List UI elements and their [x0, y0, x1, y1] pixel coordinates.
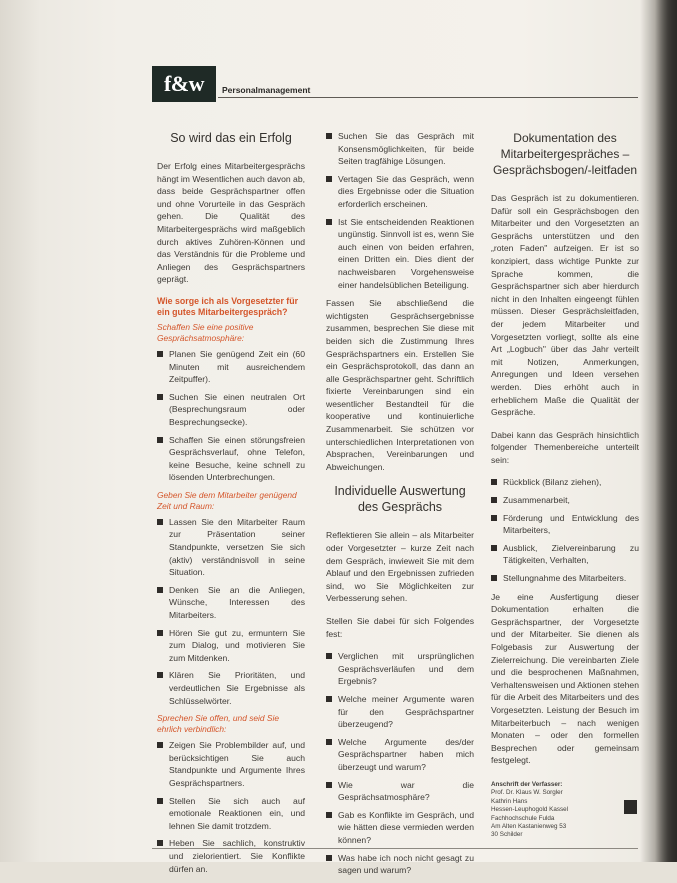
author-address-title: Anschrift der Verfasser:: [491, 780, 563, 788]
bullet-square-icon: [326, 219, 332, 225]
left-sub-heading-3: Sprechen Sie offen, und seid Sie ehrlich verbindlich:: [157, 713, 279, 735]
left-column: [157, 130, 305, 881]
bullet-square-icon: [326, 653, 332, 659]
left-list-3: [157, 739, 305, 875]
left-question-heading: Wie sorge ich als Vorgesetzter für ein gutes Mitarbeitergespräch?: [157, 295, 299, 318]
bullet-square-icon: [157, 840, 163, 846]
left-list-1: [157, 348, 305, 484]
list-item: Denken Sie an die Anliegen, Wünsche, Interessen des Mitarbeiters.: [157, 584, 305, 622]
left-intro: Der Erfolg eines Mitarbeitergesprächs hängt im Wesentlichen auch davon ab, dass beide Gesprächspartner offen und ohne Vorurteile in das Gespräch gehen. Die Qualität des Mitarbeitergesprächs wird maßgeblich durch aktives Zuhören-Können und das Verständnis für die Probleme und Anliegen des Gesprächspartners geprägt.: [157, 161, 305, 285]
list-item: Schaffen Sie einen störungsfreien Gesprächsverlauf, ohne Telefon, keine Besuche, keine schnell zu lösenden Unterbrechungen.: [157, 434, 305, 484]
bullet-square-icon: [491, 479, 497, 485]
header-rule: [218, 97, 638, 98]
bullet-square-icon: [326, 739, 332, 745]
author-address-line: Hessen-Leuphogold Kassel: [491, 806, 569, 814]
middle-title: Individuelle Auswertung des Gesprächs: [334, 484, 466, 515]
bullet-square-icon: [326, 855, 332, 861]
list-item: Suchen Sie das Gespräch mit Konsensmöglichkeiten, für beide Seiten tragfähige Lösungen.: [326, 130, 474, 168]
right-paragraph-1: Das Gespräch ist zu dokumentieren. Dafür soll ein Gesprächsbogen den Mitarbeiter und den Vorgesetzten an Gesprächs unterstützen und den „roten Faden" aufzeigen. Er ist so konzipiert, dass wichtige Punkte zur Sprache kommen, die Gesprächspartner sich aber hierdurch nicht in den Inhalten eingeengt fühlen müssen. Dieser Gesprächsleitfaden, der jedem Mitarbeiter und Vorgesetzten vorliegt, sollte als eine Art „Logbuch" über das Jahr verteilt mit Notizen, Anmerkungen, Anregungen und Ideen versehen werden. Dies erhöht auch in erheblichem Maße die Qualität der Gespräche.: [491, 193, 639, 418]
list-item: Ausblick, Zielvereinbarung zu Tätigkeiten, Verhalten,: [491, 542, 639, 567]
bullet-square-icon: [157, 798, 163, 804]
list-item: Zusammenarbeit,: [491, 494, 639, 507]
author-address-line: Prof. Dr. Klaus W. Sorgler: [491, 789, 563, 797]
list-item: Welche meiner Argumente waren für den Gesprächspartner überzeugend?: [326, 693, 474, 731]
fw-logo: f&w: [152, 66, 216, 102]
left-list-2: [157, 516, 305, 707]
page-corner-marker: [624, 800, 637, 814]
bullet-square-icon: [326, 176, 332, 182]
author-address-block: [491, 781, 639, 840]
left-sub-heading-1: Schaffen Sie eine positive Gesprächsatmosphäre:: [157, 321, 254, 343]
right-title: Dokumentation des Mitarbeitergespräches – Gesprächsbogen/-leitfaden: [492, 131, 638, 177]
list-item: Rückblick (Bilanz ziehen),: [491, 476, 639, 489]
list-item: Verglichen mit ursprünglichen Gesprächsverläufen und dem Ergebnis?: [326, 650, 474, 688]
middle-paragraph-3: Stellen Sie dabei für sich Folgendes fest:: [326, 616, 474, 639]
right-paragraph-3: Je eine Ausfertigung dieser Dokumentation erhalten die Gesprächspartner, der Vorgesetzte und der Mitarbeiter. Sie dienen als Folgebasis zur Auswertung der Zielerreichung. Die vereinbarten Ziele und die besprochenen Maßnahmen, Verhaltensweisen und Aktionen stehen für die Arbeit des Mitarbeiters und des Vorgesetzten. Leistung der Besuch im Mitarbeiterbuch – nach wenigen Monaten – oder den formellen Besprechen oder gemeinsam festgelegt.: [491, 591, 639, 766]
bullet-square-icon: [157, 630, 163, 636]
bullet-square-icon: [326, 696, 332, 702]
middle-paragraph-2: Reflektieren Sie allein – als Mitarbeiter oder Vorgesetzter – kurze Zeit nach dem Gespräch, inwieweit Sie mit dem Ablauf und den Ergebnissen zufrieden sind, wo Sie Möglichkeiten zur Verbesserung sehen.: [326, 530, 474, 604]
bottom-rule: [152, 848, 638, 849]
author-address-line: 30 Schilder: [491, 831, 523, 839]
author-address-line: Fachhochschule Fulda: [491, 814, 555, 822]
list-item: Stellen Sie sich auch auf emotionale Reaktionen ein, und lehnen Sie damit trotzdem.: [157, 795, 305, 833]
bullet-square-icon: [157, 672, 163, 678]
list-item: Gab es Konflikte im Gespräch, und wie hätten diese vermieden werden können?: [326, 809, 474, 847]
right-paragraph-2: Dabei kann das Gespräch hinsichtlich folgender Themenbereiche unterteilt sein:: [491, 429, 639, 465]
left-sub-heading-2: Geben Sie dem Mitarbeiter genügend Zeit und Raum:: [157, 489, 297, 511]
section-label: Personalmanagement: [222, 85, 311, 95]
author-address-line: Am Alten Kastanienweg 53: [491, 822, 567, 830]
middle-list-0: [326, 130, 474, 291]
bullet-square-icon: [491, 575, 497, 581]
middle-list-1: [326, 650, 474, 877]
bullet-square-icon: [157, 394, 163, 400]
right-column: [491, 130, 639, 840]
list-item: Planen Sie genügend Zeit ein (60 Minuten mit ausreichendem Zeitpuffer).: [157, 348, 305, 386]
list-item: Hören Sie gut zu, ermuntern Sie zum Dialog, und motivieren Sie zum Mitdenken.: [157, 627, 305, 665]
right-list-1: [491, 476, 639, 584]
bullet-square-icon: [157, 742, 163, 748]
list-item: Welche Argumente des/der Gesprächspartner haben mich überzeugt und warum?: [326, 736, 474, 774]
list-item: Lassen Sie den Mitarbeiter Raum zur Präsentation seiner Standpunkte, versetzen Sie sich (aktiv) verständnisvoll in seine Situation.: [157, 516, 305, 579]
bullet-square-icon: [326, 133, 332, 139]
list-item: Vertagen Sie das Gespräch, wenn dies Ergebnisse oder die Situation erforderlich erscheinen.: [326, 173, 474, 211]
list-item: Förderung und Entwicklung des Mitarbeiters,: [491, 512, 639, 537]
middle-paragraph-1: Fassen Sie abschließend die wichtigsten Gesprächsergebnisse zusammen, besprechen Sie diese mit beiden sich die Zustimmung Ihres Gesprächspartners ein. Erstellen Sie ein Gesprächsprotokoll, das dann an alle Gesprächspartner geht. Schriftlich fixierte Vereinbarungen sind ein wesentlicher Bestandteil für die kooperative und kontinuierliche Zusammenarbeit. Sie schützen vor unterschiedlichen Interpretationen von Absprachen, Vereinbarungen und Abweichungen.: [326, 298, 474, 472]
bullet-square-icon: [491, 497, 497, 503]
page-binding-shadow: [655, 0, 677, 862]
bullet-square-icon: [157, 587, 163, 593]
bullet-square-icon: [157, 351, 163, 357]
bullet-square-icon: [326, 812, 332, 818]
bullet-square-icon: [326, 782, 332, 788]
author-address-line: Kathrin Hans: [491, 797, 528, 805]
list-item: Suchen Sie einen neutralen Ort (Besprechungsraum oder Besprechungsecke).: [157, 391, 305, 429]
list-item: Wie war die Gesprächsatmosphäre?: [326, 779, 474, 804]
bullet-square-icon: [157, 519, 163, 525]
bullet-square-icon: [157, 437, 163, 443]
list-item: Was habe ich noch nicht gesagt zu sagen und warum?: [326, 852, 474, 877]
list-item: Heben Sie sachlich, konstruktiv und zielorientiert. Sie Konflikte dürfen an.: [157, 837, 305, 875]
left-title: So wird das ein Erfolg: [170, 131, 292, 145]
list-item: Ist Sie entscheidenden Reaktionen ungünstig. Sinnvoll ist es, wenn Sie auch einen von beiden erfahren, einen Dritten ein. Dies dient der nachweisbaren Vorgehensweise einer handelsüblichen Beteiligung.: [326, 216, 474, 292]
middle-column: [326, 130, 474, 883]
bullet-square-icon: [491, 545, 497, 551]
list-item: Klären Sie Prioritäten, und verdeutlichen Sie Ergebnisse als Schlüsselwörter.: [157, 669, 305, 707]
list-item: Stellungnahme des Mitarbeiters.: [491, 572, 639, 585]
bullet-square-icon: [491, 515, 497, 521]
list-item: Zeigen Sie Problembilder auf, und berücksichtigen Sie auch Standpunkte und Argumente Ihres Gesprächspartners.: [157, 739, 305, 789]
